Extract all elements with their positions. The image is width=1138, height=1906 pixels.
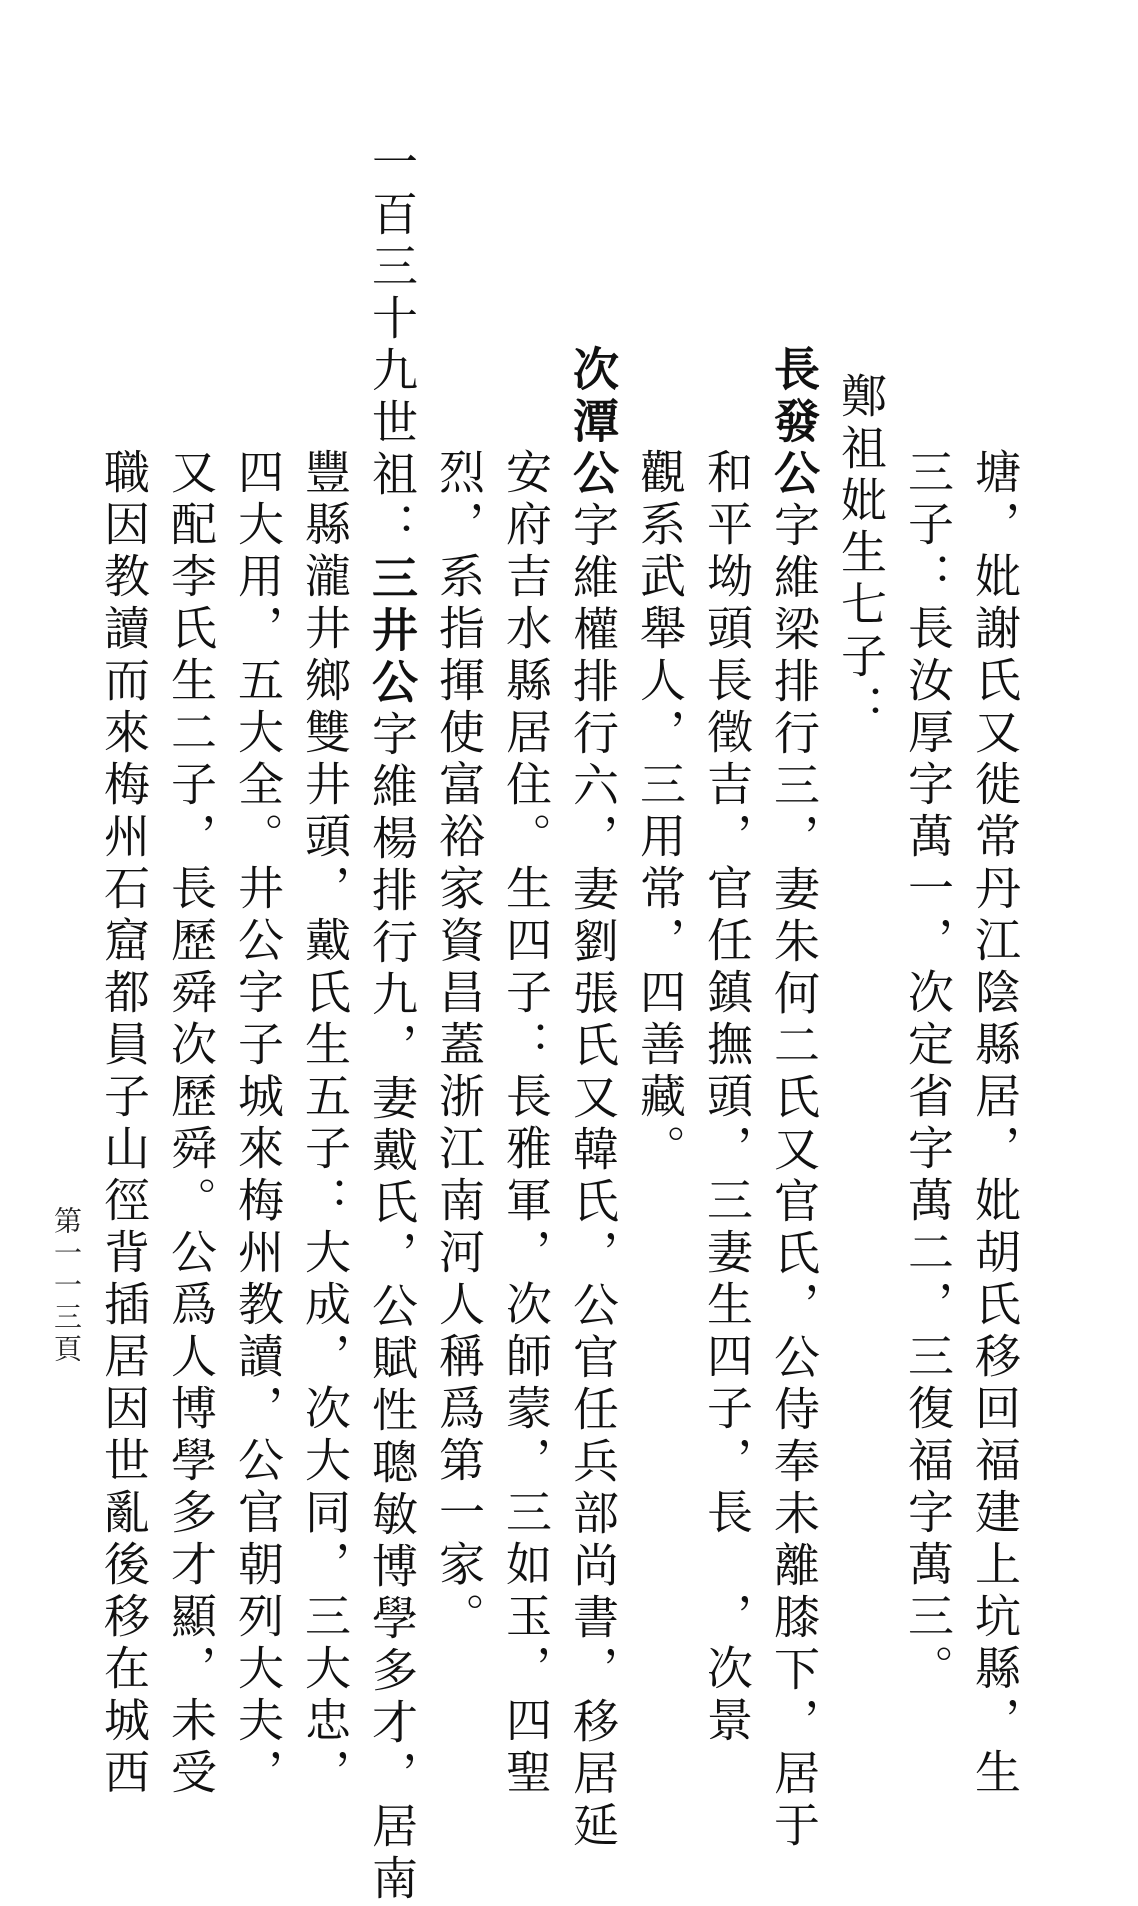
text-column	[298, 448, 352, 1800]
text-column	[499, 448, 553, 1800]
text-segment: 三子：長汝厚字萬一，次定省字萬二，三復福字萬三。	[901, 448, 955, 1696]
text-column	[566, 345, 620, 1853]
text-column	[432, 448, 486, 1644]
person-name-heading: 長發公	[767, 345, 821, 501]
text-column	[834, 372, 888, 736]
person-name-heading: 三井公	[365, 554, 419, 710]
text-segment: 和平坳頭長徵吉，官任鎮撫頭，三妻生四子，長 ，次景	[700, 448, 754, 1748]
text-column	[365, 138, 419, 1906]
text-segment: 觀系武舉人，三用常，四善藏。	[633, 448, 687, 1176]
text-segment: 字維梁排行三，妻朱何二氏又官氏，公侍奉未離膝下，居于	[767, 501, 821, 1853]
text-segment: 職因教讀而來梅州石窟都員子山徑背插居因世亂後移在城西	[97, 448, 151, 1800]
text-column	[968, 448, 1022, 1800]
text-segment: 豐縣瀧井鄉雙井頭，戴氏生五子：大成，次大同，三大忠，	[298, 448, 352, 1800]
text-segment: 塘，妣謝氏又徙常丹江陰縣居，妣胡氏移回福建上坑縣，生	[968, 448, 1022, 1800]
text-column	[700, 448, 754, 1748]
text-segment: 字維權排行六，妻劉張氏又韓氏，公官任兵部尚書，移居延	[566, 501, 620, 1853]
text-column	[633, 448, 687, 1176]
text-segment: 烈，系指揮使富裕家資昌蓋浙江南河人稱爲第一家。	[432, 448, 486, 1644]
person-name-heading: 次潭公	[566, 345, 620, 501]
generation-heading: 一百三十九世祖：	[365, 138, 419, 554]
text-column	[901, 448, 955, 1696]
text-segment: 四大用，五大全。井公字子城來梅州教讀，公官朝列大夫，	[231, 448, 285, 1800]
text-segment: 安府吉水縣居住。生四子：長雅軍，次師蒙，三如玉，四聖	[499, 448, 553, 1800]
text-column	[97, 448, 151, 1800]
text-segment: 字維楊排行九，妻戴氏，公賦性聰敏博學多才，居南	[365, 710, 419, 1906]
text-column	[164, 448, 218, 1800]
text-column	[767, 345, 821, 1853]
page-number: 第一一三頁	[50, 1206, 83, 1366]
text-column	[231, 448, 285, 1800]
text-segment: 又配李氏生二子，長歷舜次歷舜。公爲人博學多才顯，未受	[164, 448, 218, 1800]
text-segment: 鄭祖妣生七子：	[834, 372, 888, 736]
